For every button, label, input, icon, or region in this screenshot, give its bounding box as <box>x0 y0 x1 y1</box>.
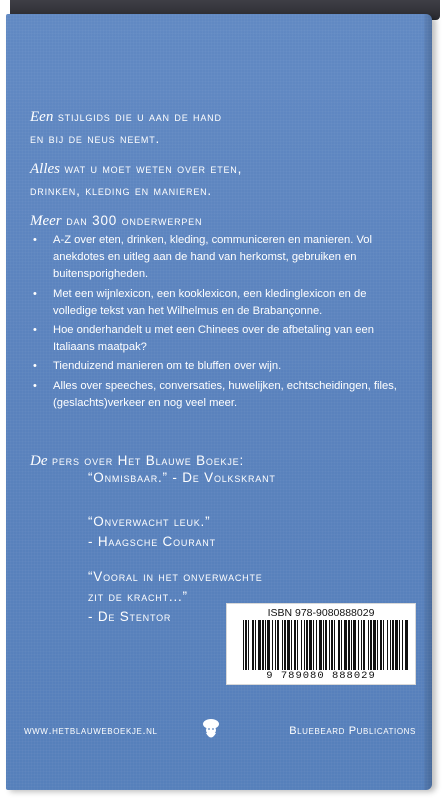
barcode-bar <box>267 620 270 670</box>
barcode-bar <box>282 620 283 670</box>
pers-italic: De <box>30 453 48 469</box>
intro-1-italic: Een <box>30 109 54 125</box>
barcode-bar <box>294 620 296 670</box>
barcode-bar <box>252 620 254 670</box>
list-item: • Tienduizend manieren om te bluffen over wijn. <box>30 358 400 375</box>
publisher-name: Bluebeard Publications <box>289 725 416 737</box>
barcode-bar <box>284 620 286 670</box>
intro-2 <box>30 158 400 202</box>
barcode-bar <box>245 620 247 670</box>
barcode-bar <box>297 620 298 670</box>
barcode-bar <box>338 620 340 670</box>
barcode-bar <box>358 620 359 670</box>
barcode-bar <box>405 620 408 670</box>
barcode-bar <box>348 620 350 670</box>
barcode-bar <box>272 620 273 670</box>
intro-2-line2: drinken, kleding en manieren. <box>30 183 212 198</box>
barcode-bar <box>287 620 290 670</box>
intro-2-text: wat u moet weten over eten, <box>60 161 243 176</box>
quote-3-line3: - De Stentor <box>88 609 172 624</box>
quote-1-line1: “Onmisbaar.” - De Volkskrant <box>88 470 276 485</box>
topic-list <box>30 232 400 414</box>
barcode-bar <box>243 620 244 670</box>
barcode-bar <box>325 620 327 670</box>
barcode-bar <box>248 620 249 670</box>
meer-heading <box>30 210 400 232</box>
barcode-bar <box>255 620 256 670</box>
barcode-label <box>226 603 416 685</box>
cover-edge <box>424 14 432 790</box>
barcode-bar <box>331 620 333 670</box>
quote-2-line1: “Onverwacht leuk.” <box>88 514 211 529</box>
barcode-bar <box>351 620 352 670</box>
bluebeard-face-icon <box>200 717 222 741</box>
barcode-bar <box>334 620 335 670</box>
barcode-bar <box>373 620 376 670</box>
quote-2-line2: - Haagsche Courant <box>88 534 216 549</box>
barcode-digits: 9 789080 888029 <box>266 670 376 682</box>
list-item: • Met een wijnlexicon, een kooklexicon, een kledinglexicon en de volledige tekst van het Wilhelmus en de Brabançonne. <box>30 286 400 320</box>
barcode-bar <box>301 620 302 670</box>
barcode-bars <box>241 620 409 670</box>
footer <box>24 717 416 741</box>
barcode-bar <box>402 620 403 670</box>
quote-3-line1: “Vooral in het onverwachte <box>88 569 263 584</box>
barcode-bar <box>258 620 261 670</box>
barcode-bar <box>363 620 365 670</box>
meer-italic: Meer <box>30 213 62 229</box>
barcode-bar <box>395 620 398 670</box>
barcode-bar <box>390 620 391 670</box>
barcode-bar <box>387 620 388 670</box>
quote-volkskrant <box>88 468 388 488</box>
barcode-bar <box>304 620 305 670</box>
intro-1-text: stijlgids die u aan de hand <box>53 109 222 124</box>
barcode-bar <box>262 620 264 670</box>
barcode-bar <box>309 620 312 670</box>
barcode-bar <box>316 620 317 670</box>
barcode-bar <box>361 620 362 670</box>
barcode-bar <box>277 620 279 670</box>
meer-text: dan 300 onderwerpen <box>61 213 203 228</box>
barcode-bar <box>329 620 330 670</box>
intro-2-italic: Alles <box>30 161 60 177</box>
barcode-bar <box>313 620 314 670</box>
list-item: • Alles over speeches, conversaties, huwelijken, echtscheidingen, files, (geslachts)verkeer en nog veel meer. <box>30 378 400 412</box>
quote-3-line2: zit de kracht...” <box>88 589 188 604</box>
barcode-bar <box>377 620 378 670</box>
barcode-bar <box>383 620 384 670</box>
barcode-bar <box>275 620 276 670</box>
intro-1-line2: en bij de neus neemt. <box>30 131 161 146</box>
barcode-bar <box>370 620 372 670</box>
barcode-bar <box>399 620 400 670</box>
website-link[interactable]: www.hetblauweboekje.nl <box>24 725 158 737</box>
barcode-bar <box>265 620 266 670</box>
barcode-bar <box>306 620 308 670</box>
pers-text: pers over Het Blauwe Boekje: <box>47 453 244 468</box>
barcode-bar <box>353 620 356 670</box>
barcode-bar <box>291 620 292 670</box>
barcode-bar <box>368 620 369 670</box>
barcode-bar <box>323 620 324 670</box>
barcode-bar <box>344 620 347 670</box>
barcode-bar <box>380 620 382 670</box>
isbn-text: ISBN 978-9080888029 <box>267 607 375 619</box>
list-item: • A-Z over eten, drinken, kleding, communiceren en manieren. Vol anekdotes en uitleg aan de hand van herkomst, gebruiken en buitensporigheden. <box>30 232 400 284</box>
intro-1 <box>30 106 400 150</box>
barcode-bar <box>341 620 342 670</box>
barcode-bar <box>392 620 394 670</box>
list-item: • Hoe onderhandelt u met een Chinees over de afbetaling van een Italiaans maatpak? <box>30 322 400 356</box>
quote-haagsche <box>88 512 388 552</box>
barcode-bar <box>319 620 322 670</box>
